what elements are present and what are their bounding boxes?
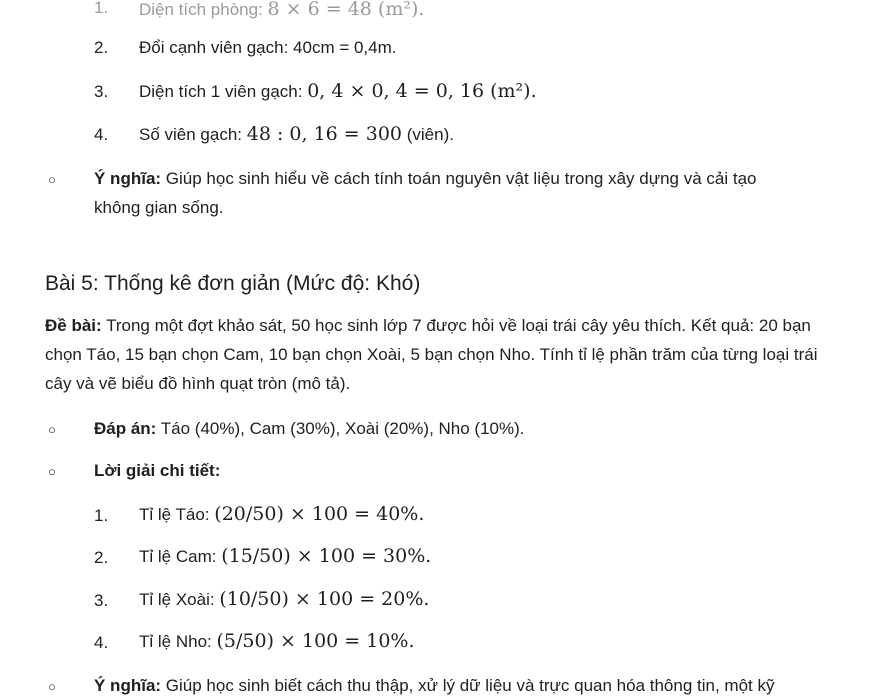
list-item [139, 630, 415, 652]
math-expression: (15/50) × 100 = 30%. [221, 545, 432, 567]
list-number: 4. [94, 125, 109, 144]
solution-label [94, 461, 220, 481]
list-item [139, 503, 424, 525]
item-suffix: (viên). [402, 125, 454, 144]
bullet-marker: ○ [48, 679, 56, 694]
bullet-marker: ○ [48, 422, 56, 437]
problem-label: Đề bài: [45, 316, 102, 335]
problem-paragraph [45, 311, 835, 398]
math-expression: (10/50) × 100 = 20%. [219, 588, 430, 610]
math-expression: 8 × 6 = 48 (m²). [267, 0, 425, 20]
meaning-text: Giúp học sinh biết cách thu thập, xử lý dữ liệu và trực quan hóa thông tin, một kỹ [161, 676, 775, 695]
math-expression: (5/50) × 100 = 10%. [216, 630, 415, 652]
step-label: Tỉ lệ Xoài: [139, 590, 220, 609]
math-expression: 48 : 0, 16 = 300 [246, 123, 403, 145]
list-number: 1. [94, 0, 109, 17]
list-item: Đổi cạnh viên gạch: 40cm = 0,4m. [139, 38, 397, 57]
answer-text: Táo (40%), Cam (30%), Xoài (20%), Nho (10%). [156, 419, 525, 438]
bullet-marker: ○ [48, 464, 56, 479]
list-number: 2. [94, 38, 109, 57]
answer-label: Đáp án: [94, 419, 157, 438]
list-item [139, 545, 431, 567]
list-number: 2. [94, 548, 109, 567]
section-heading: Bài 5: Thống kê đơn giản (Mức độ: Khó) [45, 272, 421, 295]
math-expression: (20/50) × 100 = 40%. [214, 503, 425, 525]
solution-label-text: Lời giải chi tiết: [94, 461, 221, 480]
list-number: 3. [94, 82, 109, 101]
list-number: 3. [94, 591, 109, 610]
list-item [139, 80, 537, 102]
step-label: Tỉ lệ Cam: [139, 547, 222, 566]
meaning-line-2: không gian sống. [94, 198, 224, 217]
problem-text: Trong một đợt khảo sát, 50 học sinh lớp 7 được hỏi về loại trái cây yêu thích. Kết quả: 20 bạn chọn Táo, 15 bạn chọn Cam, 10 bạn chọn Xoài, 5 bạn chọn Nho. Tính tỉ lệ phần trăm của từng loại trái cây và vẽ biểu đồ hình quạt tròn (mô tả). [45, 316, 818, 393]
list-number: 4. [94, 633, 109, 652]
list-item [139, 0, 424, 20]
item-label: Số viên gạch: [139, 125, 247, 144]
step-label: Tỉ lệ Nho: [139, 632, 217, 651]
meaning-label: Ý nghĩa: [94, 169, 162, 188]
meaning-label: Ý nghĩa: [94, 676, 162, 695]
bullet-marker: ○ [48, 172, 56, 187]
meaning-line [94, 676, 774, 696]
meaning-line [94, 169, 757, 189]
answer-line [94, 419, 525, 439]
list-item [139, 123, 454, 145]
meaning-text: Giúp học sinh hiểu về cách tính toán nguyên vật liệu trong xây dựng và cải tạo [161, 169, 757, 188]
list-item [139, 588, 429, 610]
math-expression: 0, 4 × 0, 4 = 0, 16 (m²). [307, 80, 537, 102]
step-label: Tỉ lệ Táo: [139, 505, 215, 524]
list-number: 1. [94, 506, 109, 525]
item-label: Diện tích phòng: [139, 0, 268, 19]
item-label: Diện tích 1 viên gạch: [139, 82, 308, 101]
